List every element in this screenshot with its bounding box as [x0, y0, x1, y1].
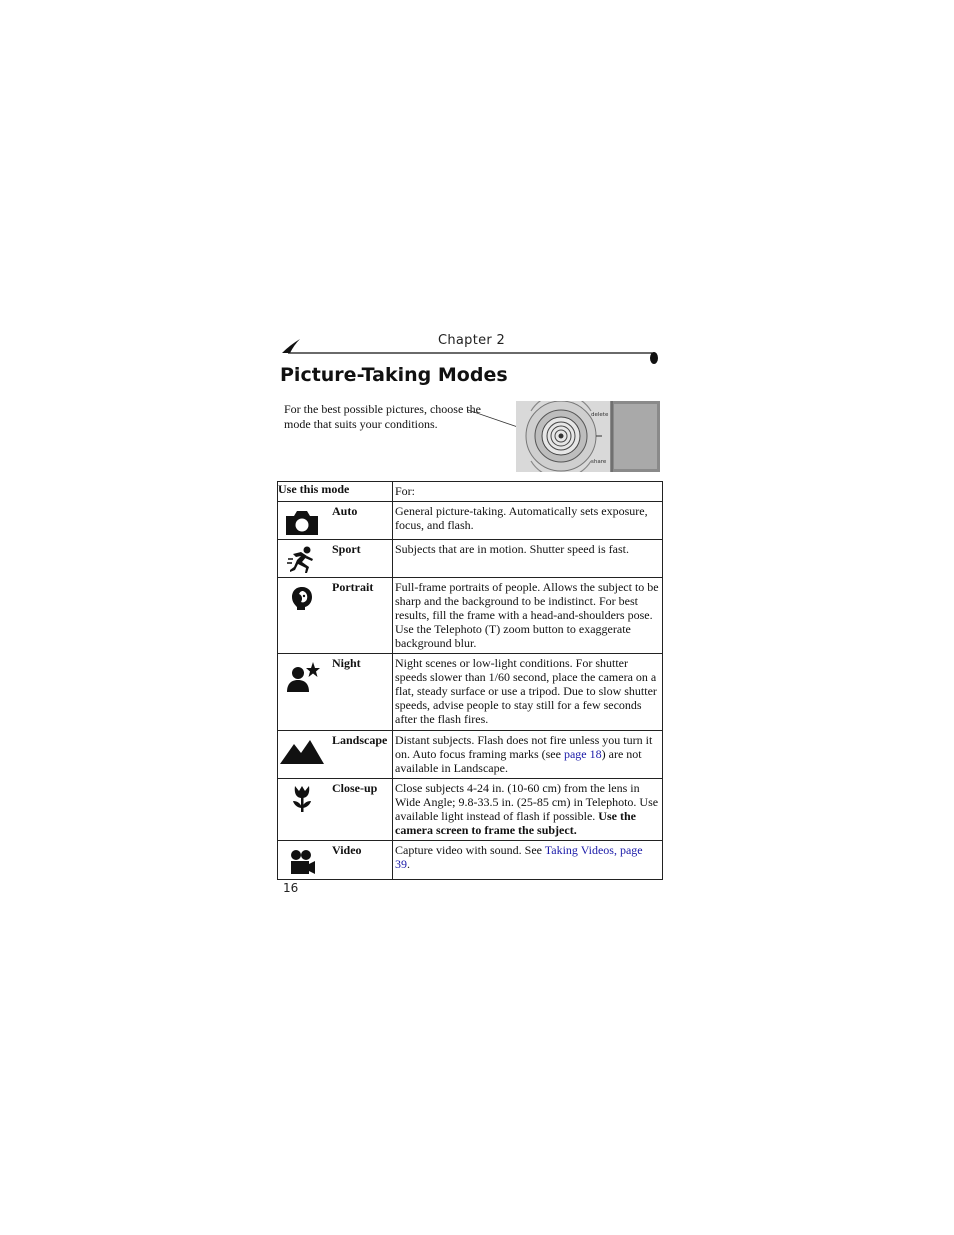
video-camera-icon — [278, 845, 326, 879]
mode-name: Landscape — [332, 733, 388, 747]
page-18-link[interactable]: page 18 — [563, 747, 602, 761]
person-star-icon — [278, 660, 326, 694]
camera-icon — [278, 505, 326, 539]
chapter-label: Chapter 2 — [438, 333, 506, 348]
mode-description: Distant subjects. Flash does not fire unless you turn it on. Auto focus framing marks (see page 18) are not available in Landscape. — [393, 731, 663, 779]
delete-label: delete — [591, 412, 609, 418]
tulip-icon — [278, 782, 326, 816]
table-row — [278, 654, 663, 731]
share-label: share — [591, 459, 607, 465]
table-row — [278, 578, 663, 654]
modes-table — [277, 481, 663, 880]
mode-description: Capture video with sound. See Taking Videos, page 39. — [393, 841, 663, 880]
mode-dial-illustration — [516, 401, 660, 472]
mountains-icon — [278, 734, 326, 768]
mode-name: Auto — [332, 504, 358, 518]
mode-description: Close subjects 4-24 in. (10-60 cm) from the lens in Wide Angle; 9.8-33.5 in. (25-85 cm) in Telephoto. Use available light instead of flash if possible. Use the camera screen to frame the subject. — [393, 779, 663, 841]
mode-name: Close-up — [332, 781, 378, 795]
taking-videos-link[interactable]: Taking Videos, page 39 — [395, 843, 643, 871]
page-number: 16 — [283, 881, 299, 895]
mode-description: Subjects that are in motion. Shutter speed is fast. — [393, 540, 663, 578]
table-row — [278, 731, 663, 779]
table-header-row — [278, 482, 663, 502]
table-row — [278, 540, 663, 578]
mode-description: Full-frame portraits of people. Allows the subject to be sharp and the background to be indistinct. For best results, fill the frame with a head-and-shoulders pose. Use the Telephoto (T) zoom button to exaggerate background blur. — [393, 578, 663, 654]
mode-name: Night — [332, 656, 361, 670]
intro-text: For the best possible pictures, choose the mode that suits your conditions. — [284, 402, 481, 431]
column-header-mode: Use this mode — [278, 482, 393, 502]
table-row — [278, 779, 663, 841]
mode-name: Portrait — [332, 580, 374, 594]
page-title: Picture-Taking Modes — [280, 364, 508, 386]
runner-icon — [278, 543, 326, 577]
mode-description: General picture-taking. Automatically sets exposure, focus, and flash. — [393, 502, 663, 540]
table-row — [278, 841, 663, 880]
mode-name: Video — [332, 843, 362, 857]
table-row — [278, 502, 663, 540]
mode-description: Night scenes or low-light conditions. For shutter speeds slower than 1/60 second, place the camera on a flat, steady surface or use a tripod. Due to slow shutter speeds, advise people to stay still for a few seconds after the flash fires. — [393, 654, 663, 731]
portrait-head-icon — [278, 581, 326, 615]
mode-name: Sport — [332, 542, 361, 556]
column-header-for: For: — [393, 482, 663, 502]
